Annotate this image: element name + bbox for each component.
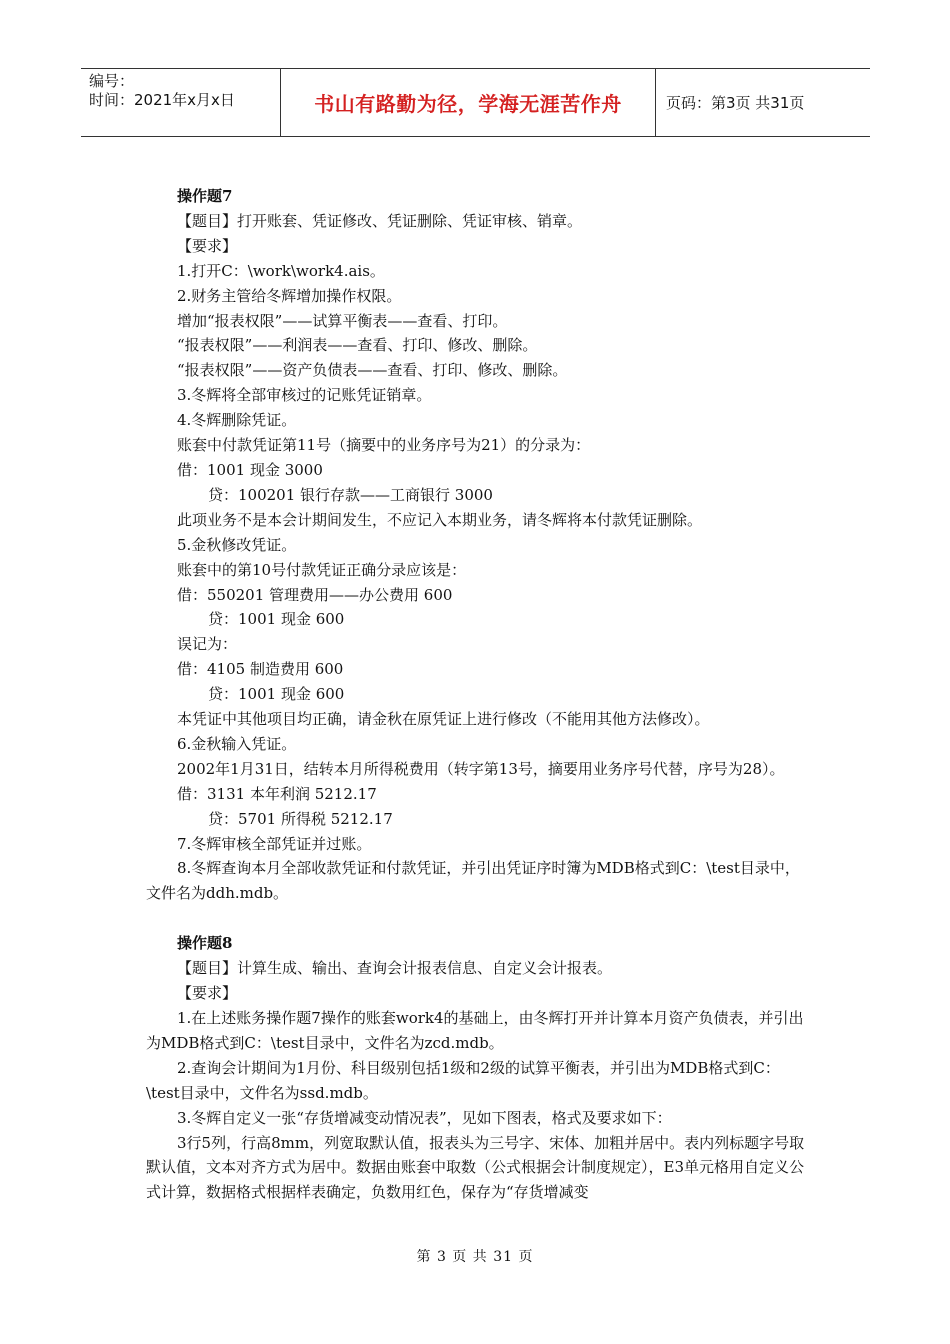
header-page-label: 页码：第3页 共31页 (666, 94, 805, 112)
header-motto: 书山有路勤为径，学海无涯苦作舟 (281, 69, 656, 136)
page-footer: 第 3 页 共 31 页 (416, 1249, 534, 1265)
section-spacer (146, 906, 810, 931)
section7-line: 增加“报表权限”——试算平衡表——查看、打印。 (177, 311, 508, 330)
section7-line: 4.冬辉删除凭证。 (177, 411, 297, 430)
section7-line: 1.打开C：\work\work4.ais。 (177, 261, 385, 280)
section8-line: 3行5列，行高8mm，列宽取默认值，报表头为三号字、宋体、加粗并居中。表内列标题字号取默认值，文本对齐方式为居中。数据由账套中取数（公式根据会计制度规定），E3单元格用自定义公式计算，数据格式根据样表确定，负数用红色，保存为“存货增减变 (146, 1133, 805, 1202)
section7-line: 借：1001 现金 3000 (177, 460, 323, 479)
section8-line: 1.在上述账务操作题7操作的账套work4的基础上，由冬辉打开并计算本月资产负债表，并引出为MDB格式到C：\test目录中，文件名为zcd.mdb。 (146, 1009, 804, 1052)
section7-line: 此项业务不是本会计期间发生，不应记入本期业务，请冬辉将本付款凭证删除。 (177, 510, 703, 529)
section7-line: “报表权限”——利润表——查看、打印、修改、删除。 (177, 336, 538, 355)
section7-title: 操作题7 (177, 187, 233, 205)
section7-line: 账套中的第10号付款凭证正确分录应该是： (177, 560, 467, 579)
section7-line: 【要求】 (177, 236, 238, 255)
document-body (146, 184, 810, 1205)
section7-line: 借：550201 管理费用——办公费用 600 (177, 585, 453, 604)
section7-line: 贷：1001 现金 600 (208, 610, 345, 629)
header-number-label: 编号： (89, 72, 135, 90)
section7-line: 本凭证中其他项目均正确，请金秋在原凭证上进行修改（不能用其他方法修改）。 (177, 710, 710, 729)
section7-line: 借：3131 本年利润 5212.17 (177, 784, 377, 803)
section7-line: 贷：1001 现金 600 (208, 685, 345, 704)
section7-line: 账套中付款凭证第11号（摘要中的业务序号为21）的分录为： (177, 436, 591, 455)
section7-line: 贷：5701 所得税 5212.17 (208, 809, 393, 828)
section7-line: 2002年1月31日，结转本月所得税费用（转字第13号，摘要用业务序号代替，序号为28）。 (177, 759, 785, 778)
section7-line: 7.冬辉审核全部凭证并过账。 (177, 834, 372, 853)
section7-line: 2.财务主管给冬辉增加操作权限。 (177, 286, 402, 305)
section8-line: 【要求】 (177, 984, 238, 1003)
section8-line: 2.查询会计期间为1月份、科目级别包括1级和2级的试算平衡表，并引出为MDB格式到C：\test目录中，文件名为ssd.mdb。 (146, 1058, 780, 1102)
section7-line: 借：4105 制造费用 600 (177, 660, 344, 679)
section7-line: 3.冬辉将全部审核过的记账凭证销章。 (177, 386, 432, 405)
section7-line: 误记为： (177, 635, 238, 654)
header-date-label: 时间：2021年x月x日 (89, 91, 235, 109)
section7-line: 【题目】打开账套、凭证修改、凭证删除、凭证审核、销章。 (177, 211, 583, 230)
section8-line: 【题目】计算生成、输出、查询会计报表信息、自定义会计报表。 (177, 959, 613, 978)
section7-line: 贷：100201 银行存款——工商银行 3000 (208, 485, 493, 504)
header-meta (81, 69, 281, 136)
section7-line: 6.金秋输入凭证。 (177, 734, 297, 753)
section7-line: 8.冬辉查询本月全部收款凭证和付款凭证，并引出凭证序时簿为MDB格式到C：\test目录中，文件名为ddh.mdb。 (146, 859, 800, 903)
section8-title: 操作题8 (177, 934, 233, 953)
page-header (81, 68, 870, 137)
section8-line: 3.冬辉自定义一张“存货增减变动情况表”，见如下图表，格式及要求如下： (177, 1108, 672, 1127)
section7-line: “报表权限”——资产负债表——查看、打印、修改、删除。 (177, 361, 568, 380)
section7-line: 5.金秋修改凭证。 (177, 535, 297, 554)
